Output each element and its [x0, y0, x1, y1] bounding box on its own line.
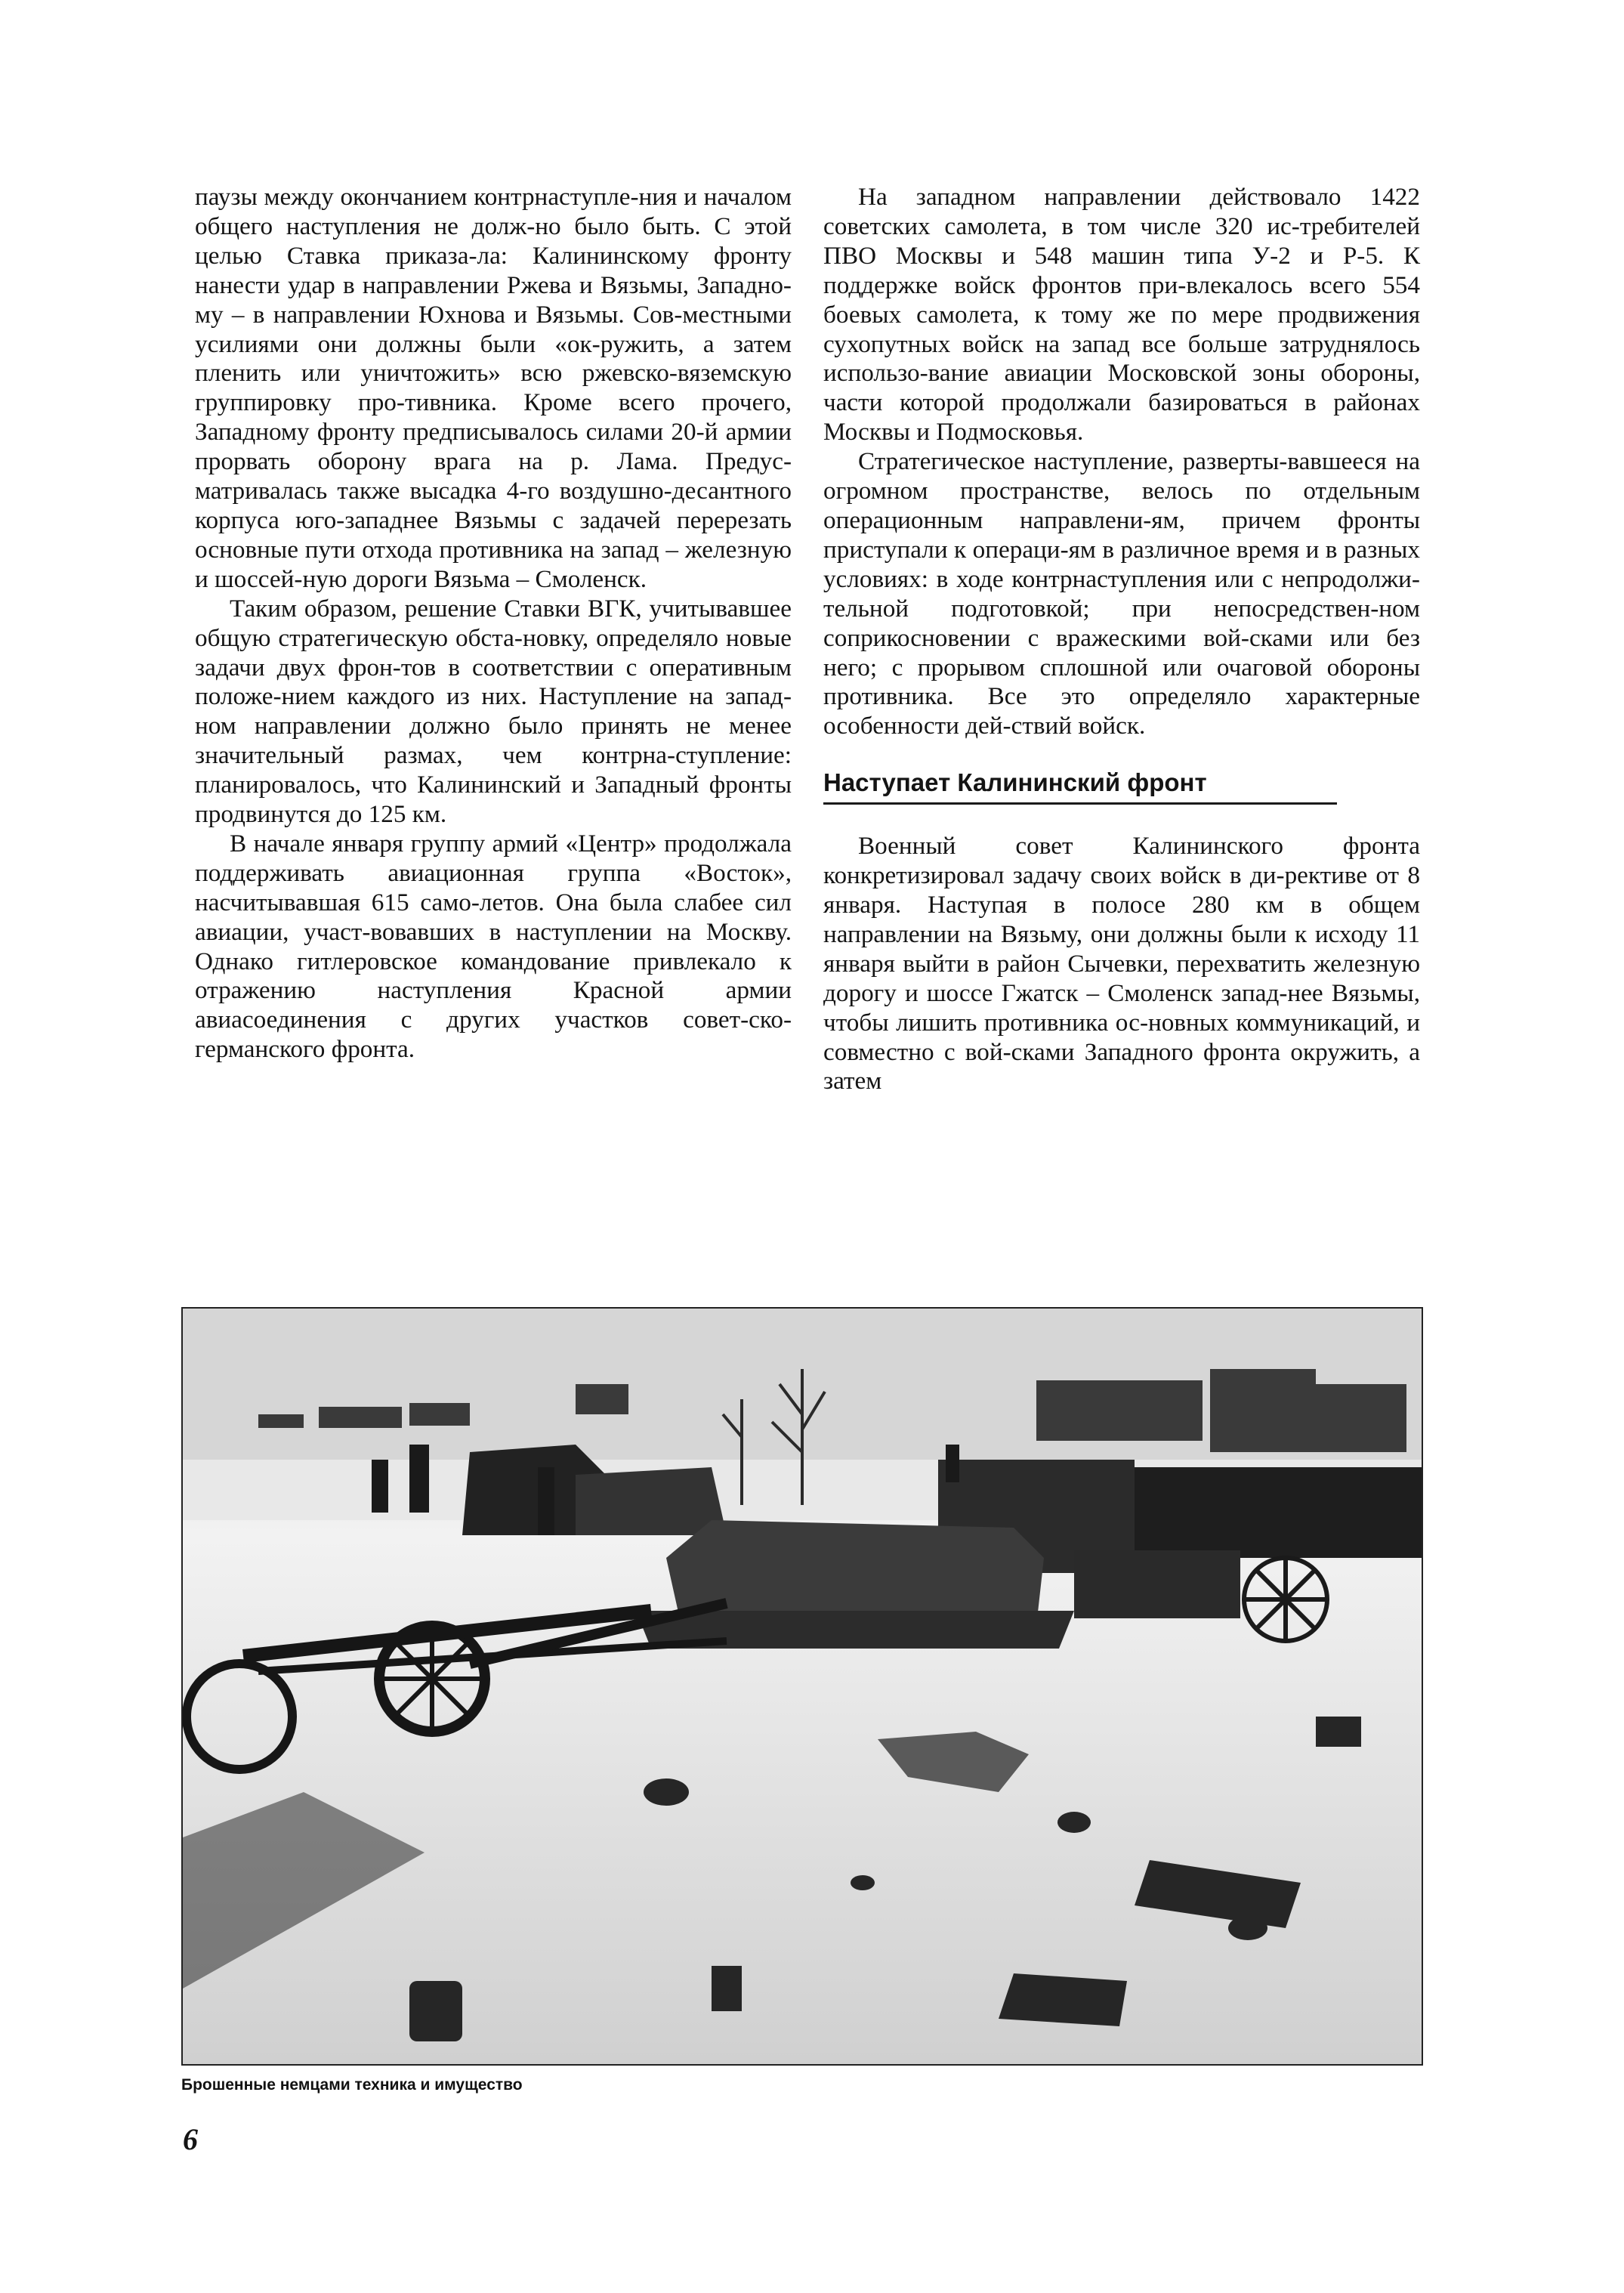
paragraph: В начале января группу армий «Центр» продолжала поддерживать авиационная группа «Восток», насчитывавшая 615 само-летов. Она была слабее сил авиации, участ-вовавших в наступлении на Москву. Однако гитлеровское командование привлекало к отражению наступления Красной армии авиасоединения с других участков совет-ско-германского фронта. [195, 829, 792, 1064]
paragraph: Военный совет Калининского фронта конкретизировал задачу своих войск в ди-рективе от 8 января. Наступая в полосе 280 км в общем направлении на Вязьму, они должны были к исходу 11 января выйти в район Сычевки, перехватить железную дорогу и шоссе Гжатск – Смоленск запад-нее Вязьмы, чтобы лишить противника ос-новных коммуникаций, и совместно с вой-сками Западного фронта окружить, а затем [823, 832, 1420, 1096]
war-photo [181, 1307, 1423, 2066]
paragraph: паузы между окончанием контрнаступле-ния и началом общего наступления не долж-но было быть. С этой целью Ставка приказа-ла: Калининскому фронту нанести удар в направлении Ржева и Вязьмы, Западно-му – в направлении Юхнова и Вязьмы. Сов-местными усилиями они должны были «ок-ружить, а затем пленить или уничтожить» всю ржевско-вяземскую группировку про-тивника. Кроме всего прочего, Западному фронту предписывалось силами 20-й армии прорвать оборону врага на р. Лама. Предус-матривалась также высадка 4-го воздушно-десантного корпуса юго-западнее Вязьмы с задачей перерезать основные пути отхода противника на запад – железную и шоссей-ную дороги Вязьма – Смоленск. [195, 183, 792, 593]
page-number: 6 [183, 2122, 198, 2156]
paragraph: Стратегическое наступление, разверты-вавшееся на огромном пространстве, велось по отдельным операционным направлени-ям, причем фронты приступали к операци-ям в различное время и в разных условиях: в ходе контрнаступления или с непродолжи-тельной подготовкой; при непосредствен-ном соприкосновении с вражескими вой-сками или без него; с прорывом сплошной или очаговой обороны противника. Все это определяло характерные особенности дей-ствий войск. [823, 447, 1420, 740]
right-text-column [823, 183, 1420, 1096]
paragraph: Таким образом, решение Ставки ВГК, учитывавшее общую стратегическую обста-новку, определяло новые задачи двух фрон-тов в соответствии с оперативным положе-нием каждого из них. Наступление на запад-ном направлении должно было принять не менее значительный размах, чем контрна-ступление: планировалось, что Калининский и Западный фронты продвинутся до 125 км. [195, 594, 792, 829]
photo-caption: Брошенные немцами техника и имущество [181, 2076, 523, 2094]
section-heading: Наступает Калининский фронт [823, 768, 1337, 805]
paragraph: На западном направлении действовало 1422 советских самолета, в том числе 320 ис-требителей ПВО Москвы и 548 машин типа У-2 и Р-5. К поддержке войск фронтов при-влекалось всего 554 боевых самолета, к тому же по мере продвижения сухопутных войск на запад все больше затруднялось использо-вание авиации Московской зоны обороны, части которой продолжали базироваться в районах Москвы и Подмосковья. [823, 183, 1420, 447]
left-text-column [195, 183, 792, 1065]
